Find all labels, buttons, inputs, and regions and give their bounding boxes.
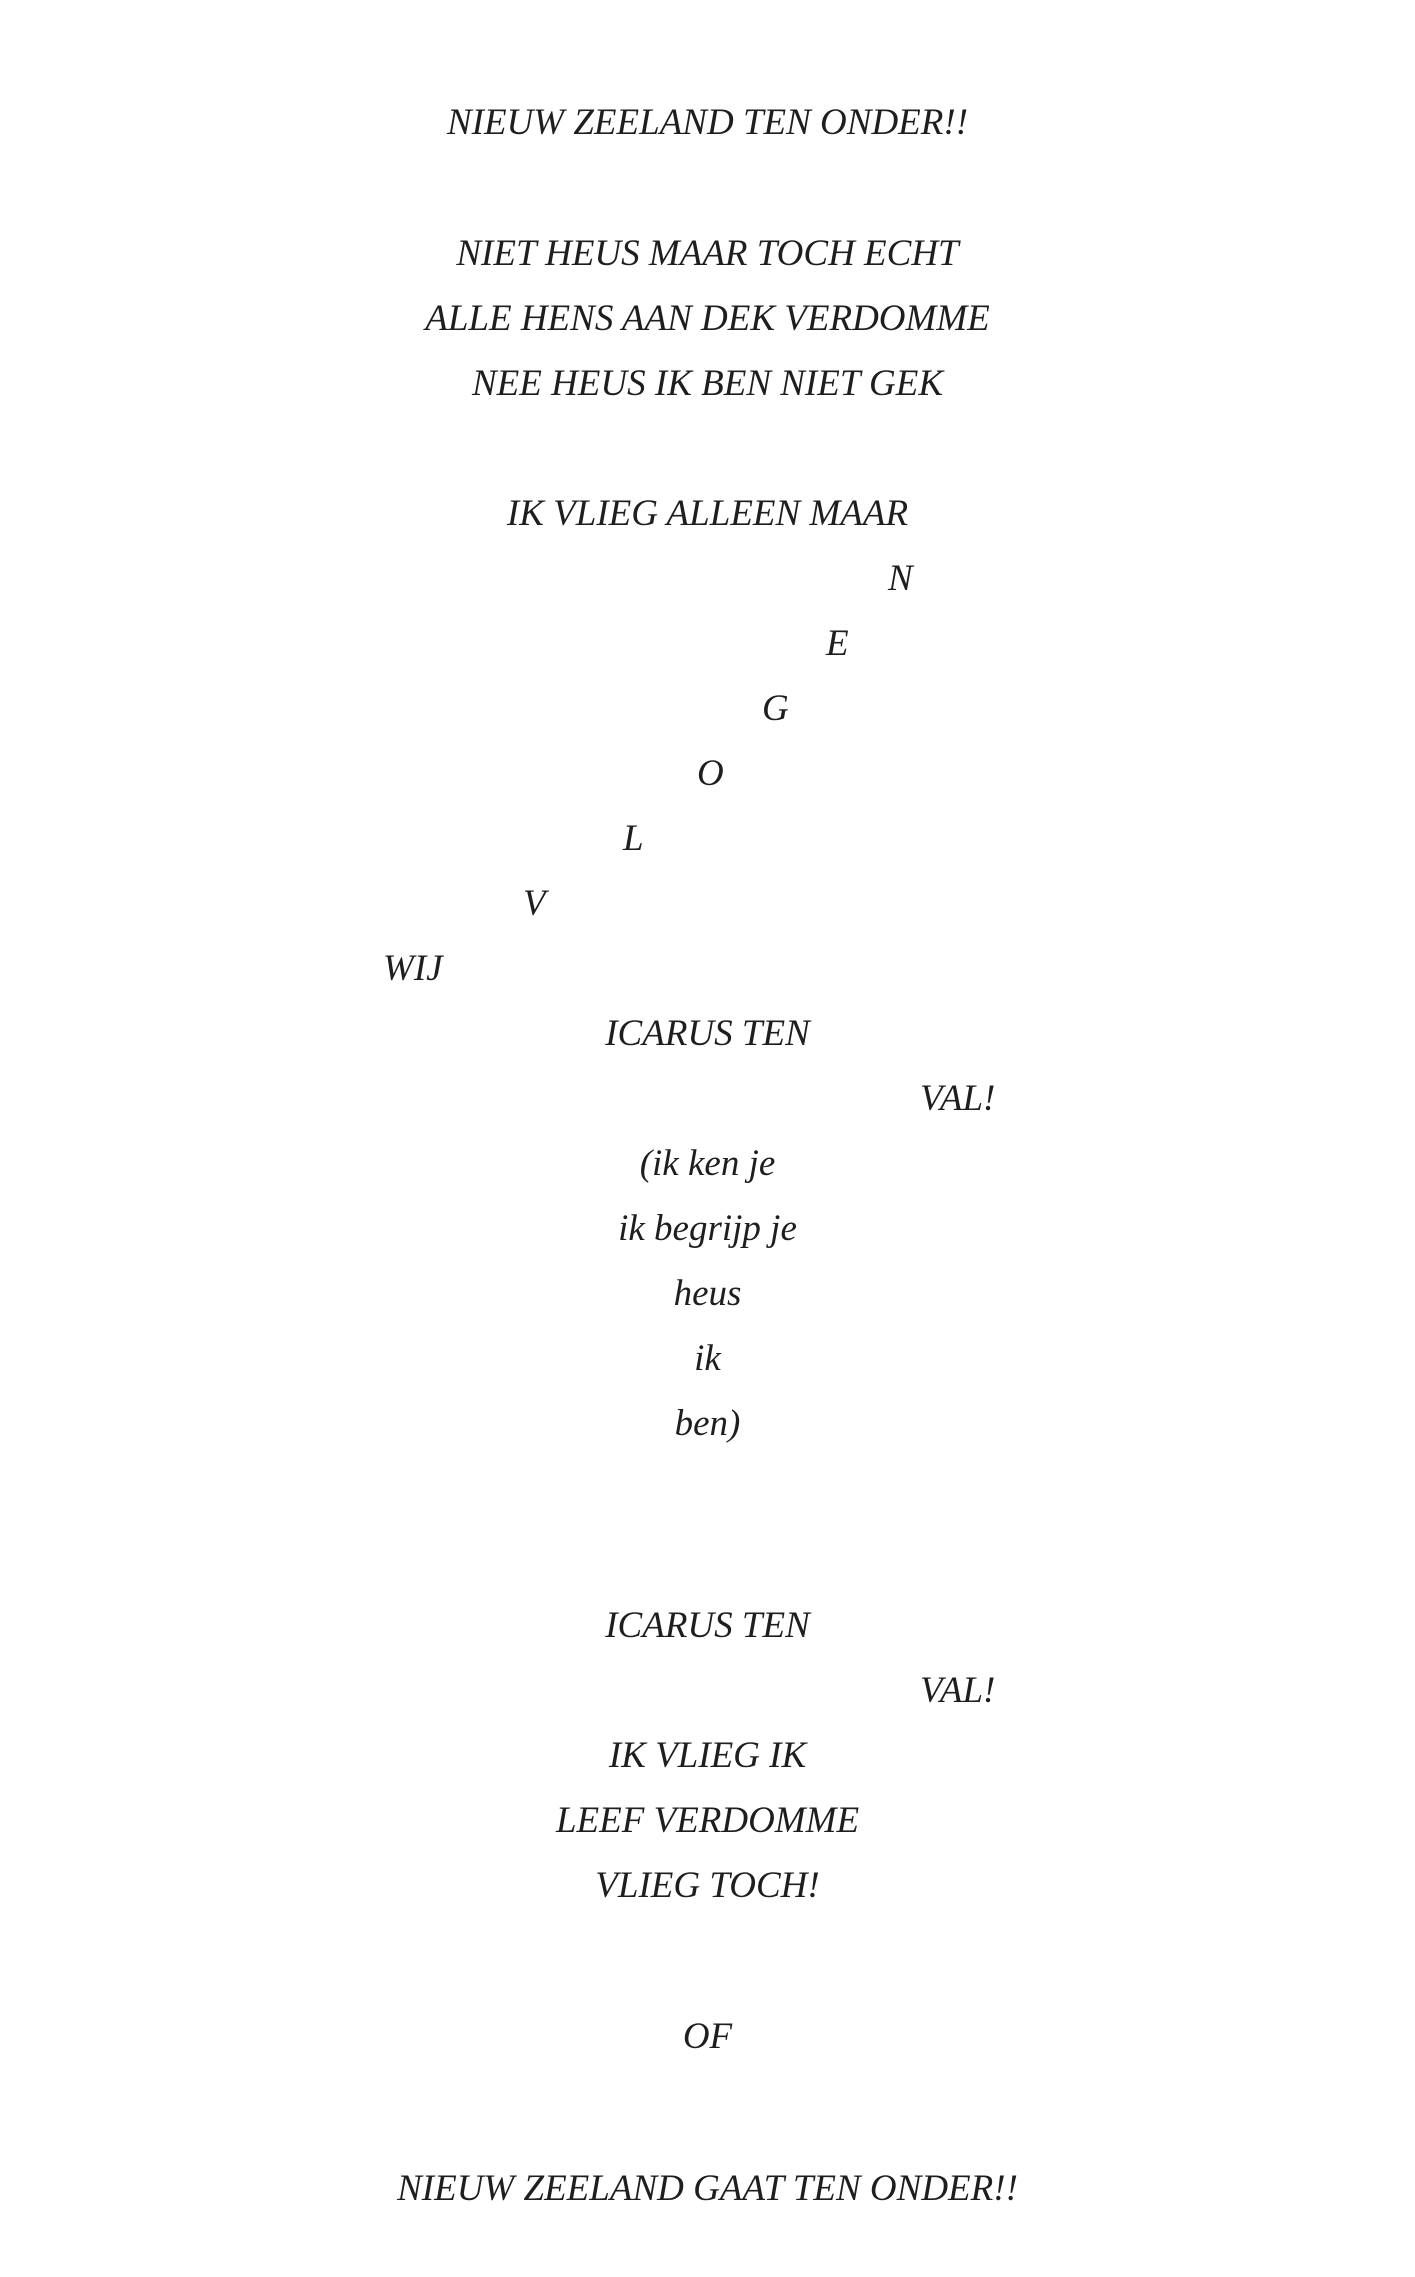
stanza2-line-1: IK VLIEG ALLEEN MAAR xyxy=(506,493,909,534)
aside-line-5: ben) xyxy=(674,1403,741,1444)
aside-line-4: ik xyxy=(694,1338,721,1379)
wij-line: WIJ xyxy=(383,948,443,989)
stanza3-line-2: LEEF VERDOMME xyxy=(555,1800,860,1841)
aside-line-3: heus xyxy=(673,1273,742,1314)
falling-letter-n: N xyxy=(888,558,913,599)
aside-line-2: ik begrijp je xyxy=(618,1208,797,1249)
of-line: OF xyxy=(682,2016,733,2057)
falling-letter-l: L xyxy=(623,818,644,859)
closing-line: NIEUW ZEELAND GAAT TEN ONDER!! xyxy=(397,2168,1018,2209)
falling-letter-o: O xyxy=(697,753,724,794)
falling-letter-e: E xyxy=(826,623,849,664)
falling-letter-v: V xyxy=(523,883,546,924)
falling-letter-g: G xyxy=(762,688,789,729)
stanza1-line-3: NEE HEUS IK BEN NIET GEK xyxy=(471,363,944,404)
val-line-1: VAL! xyxy=(920,1078,996,1119)
icarus-line-1: ICARUS TEN xyxy=(605,1013,810,1054)
stanza1-line-1: NIET HEUS MAAR TOCH ECHT xyxy=(456,233,959,274)
stanza3-line-1: IK VLIEG IK xyxy=(608,1735,807,1776)
icarus-line-2: ICARUS TEN xyxy=(605,1605,810,1646)
stanza1-line-2: ALLE HENS AAN DEK VERDOMME xyxy=(425,298,990,339)
aside-line-1: (ik ken je xyxy=(639,1143,776,1184)
stanza3-line-3: VLIEG TOCH! xyxy=(595,1865,820,1906)
val-line-2: VAL! xyxy=(920,1670,996,1711)
poem-title: NIEUW ZEELAND TEN ONDER!! xyxy=(446,102,969,143)
